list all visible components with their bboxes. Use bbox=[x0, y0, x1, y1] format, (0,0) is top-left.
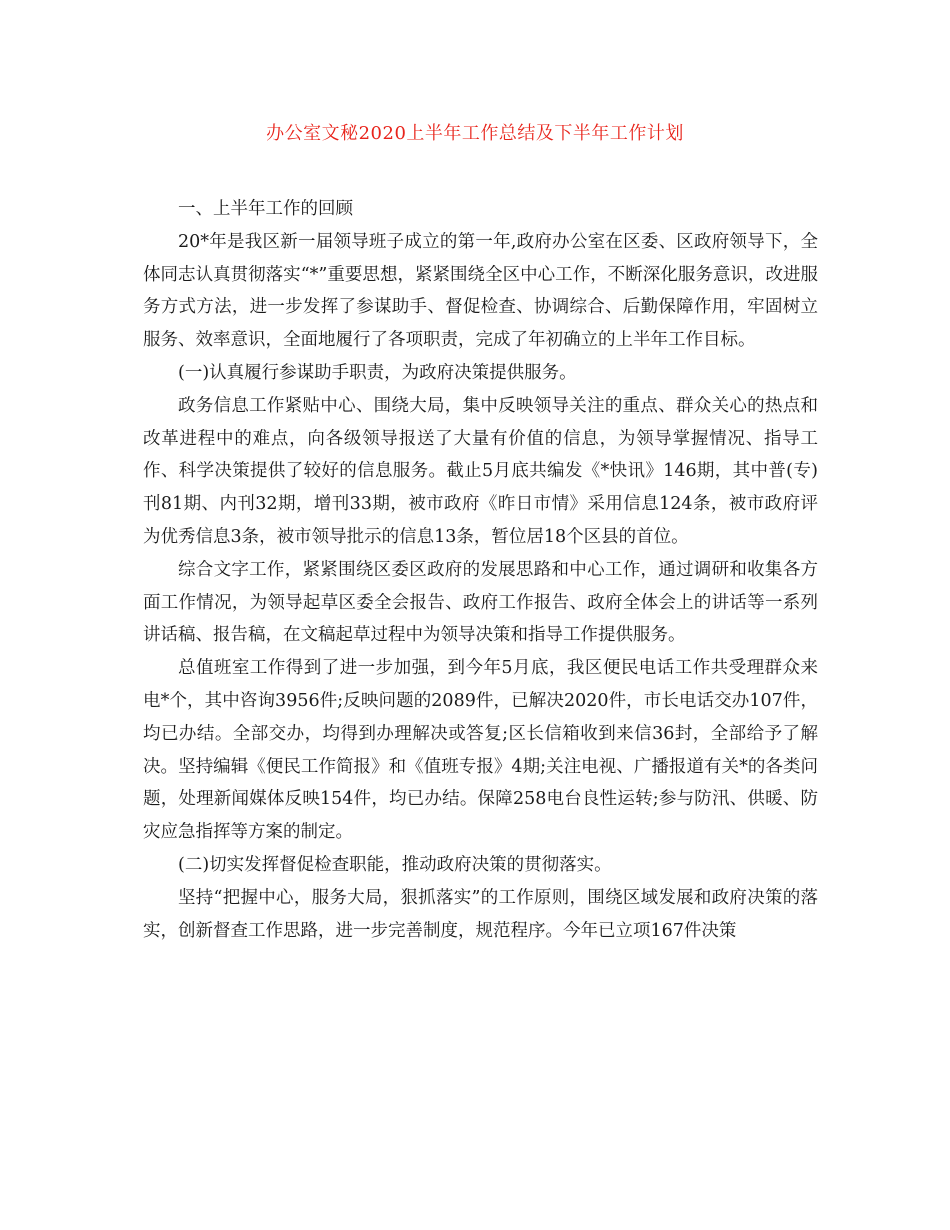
document-title: 办公室文秘2020上半年工作总结及下半年工作计划 bbox=[266, 123, 684, 144]
paragraph: 总值班室工作得到了进一步加强，到今年5月底，我区便民电话工作共受理群众来电*个，其中咨询3956件;反映问题的2089件，已解决2020件，市长电话交办107件，均已办结。全部交办，均得到办理解决或答复;区长信箱收到来信36封，全部给予了解决。坚持编辑《便民工作简报》和《值班专报》4期;关注电视、广播报道有关*的各类问题，处理新闻媒体反映154件，均已办结。保障258电台良性运转;参与防汛、供暖、防灾应急指挥等方案的制定。 bbox=[143, 658, 818, 843]
paragraph: 坚持“把握中心，服务大局，狠抓落实”的工作原则，围绕区域发展和政府决策的落实，创新督查工作思路，进一步完善制度，规范程序。今年已立项167件决策 bbox=[143, 887, 818, 941]
document-body bbox=[143, 193, 818, 947]
paragraph: 综合文字工作，紧紧围绕区委区政府的发展思路和中心工作，通过调研和收集各方面工作情况，为领导起草区委全会报告、政府工作报告、政府全体会上的讲话等一系列讲话稿、报告稿，在文稿起草过程中为领导决策和指导工作提供服务。 bbox=[143, 559, 818, 646]
subsection-heading: (一)认真履行参谋助手职责，为政府决策提供服务。 bbox=[178, 362, 577, 383]
section-heading: 一、上半年工作的回顾 bbox=[178, 199, 353, 219]
paragraph: 政务信息工作紧贴中心、围绕大局，集中反映领导关注的重点、群众关心的热点和改革进程中的难点，向各级领导报送了大量有价值的信息，为领导掌握情况、指导工作、科学决策提供了较好的信息服务。截止5月底共编发《*快讯》146期，其中普(专)刊81期、内刊32期，增刊33期，被市政府《昨日市情》采用信息124条，被市政府评为优秀信息3条，被市领导批示的信息13条，暂位居18个区县的首位。 bbox=[143, 395, 818, 547]
subsection-heading: (二)切实发挥督促检查职能，推动政府决策的贯彻落实。 bbox=[178, 854, 612, 875]
paragraph: 20*年是我区新一届领导班子成立的第一年,政府办公室在区委、区政府领导下，全体同志认真贯彻落实“*”重要思想，紧紧围绕全区中心工作，不断深化服务意识，改进服务方式方法，进一步发挥了参谋助手、督促检查、协调综合、后勤保障作用，牢固树立服务、效率意识，全面地履行了各项职责，完成了年初确立的上半年工作目标。 bbox=[143, 231, 818, 351]
